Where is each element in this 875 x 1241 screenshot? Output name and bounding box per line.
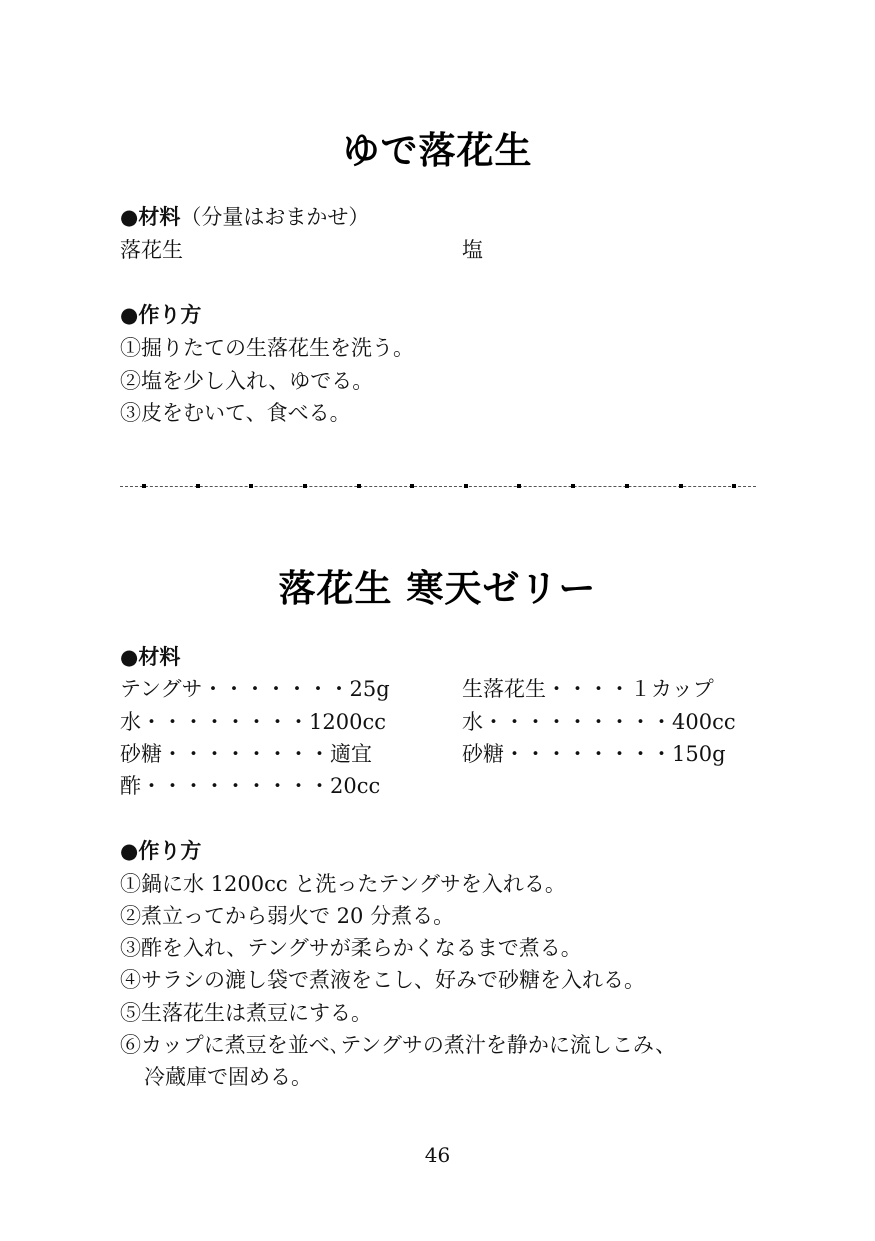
- recipe1-method-heading: ●作り方: [120, 303, 202, 327]
- recipe1-step-3: ③皮をむいて、食べる。: [120, 401, 351, 425]
- divider-dot: [571, 484, 575, 488]
- recipe1-ingredient-salt: 塩: [462, 238, 483, 262]
- divider-dot: [732, 484, 736, 488]
- recipe1-step-1: ①掘りたての生落花生を洗う。: [120, 336, 414, 360]
- recipe2-ingredient-right-3: 砂糖・・・・・・・・150g: [462, 742, 726, 766]
- recipe1-ingredients-heading: [120, 201, 369, 231]
- recipe2-step-2: ②煮立ってから弱火で 20 分煮る。: [120, 904, 455, 928]
- section-divider: [120, 486, 756, 487]
- recipe2-ingredients-heading: ●材料: [120, 645, 181, 669]
- divider-dot: [464, 484, 468, 488]
- recipe2-step-1: ①鍋に水 1200cc と洗ったテングサを入れる。: [120, 872, 566, 896]
- recipe2-ingredient-right-1: 生落花生・・・・１カップ: [462, 677, 714, 701]
- recipe1-ingredient-peanut: 落花生: [120, 238, 183, 262]
- recipe1-ingredients-note: （分量はおまかせ）: [180, 205, 370, 229]
- recipe2-method-heading: ●作り方: [120, 839, 202, 863]
- divider-dot: [410, 484, 414, 488]
- divider-dot: [625, 484, 629, 488]
- recipe2-ingredient-left-3: 砂糖・・・・・・・・適宜: [120, 742, 372, 766]
- recipe1-title: ゆで落花生: [342, 129, 533, 172]
- recipe2-step-6: ⑥カップに煮豆を並べ､テングサの煮汁を静かに流しこみ、: [120, 1033, 677, 1057]
- divider-dot: [196, 484, 200, 488]
- recipe2-step-3: ③酢を入れ、テングサが柔らかくなるまで煮る。: [120, 936, 582, 960]
- divider-dot: [679, 484, 683, 488]
- divider-dot: [303, 484, 307, 488]
- divider-dot: [142, 484, 146, 488]
- recipe2-ingredient-left-4: 酢・・・・・・・・・20cc: [120, 774, 381, 798]
- recipe2-step-6-continued: 冷蔵庫で固める。: [144, 1065, 312, 1089]
- page-number: 46: [424, 1143, 451, 1167]
- recipe2-step-5: ⑤生落花生は煮豆にする。: [120, 1001, 372, 1025]
- recipe2-ingredient-left-2: 水・・・・・・・・1200cc: [120, 710, 386, 734]
- recipe2-title: 落花生 寒天ゼリー: [278, 567, 597, 610]
- recipe2-step-4: ④サラシの漉し袋で煮液をこし、好みで砂糖を入れる。: [120, 968, 645, 992]
- recipe2-ingredient-left-1: テングサ・・・・・・・25g: [120, 677, 390, 701]
- divider-dot: [357, 484, 361, 488]
- divider-dot: [249, 484, 253, 488]
- recipe1-step-2: ②塩を少し入れ、ゆでる。: [120, 369, 374, 393]
- recipe2-ingredient-right-2: 水・・・・・・・・・400cc: [462, 710, 736, 734]
- recipe1-ingredients-label: ●材料: [120, 205, 181, 229]
- divider-dot: [517, 484, 521, 488]
